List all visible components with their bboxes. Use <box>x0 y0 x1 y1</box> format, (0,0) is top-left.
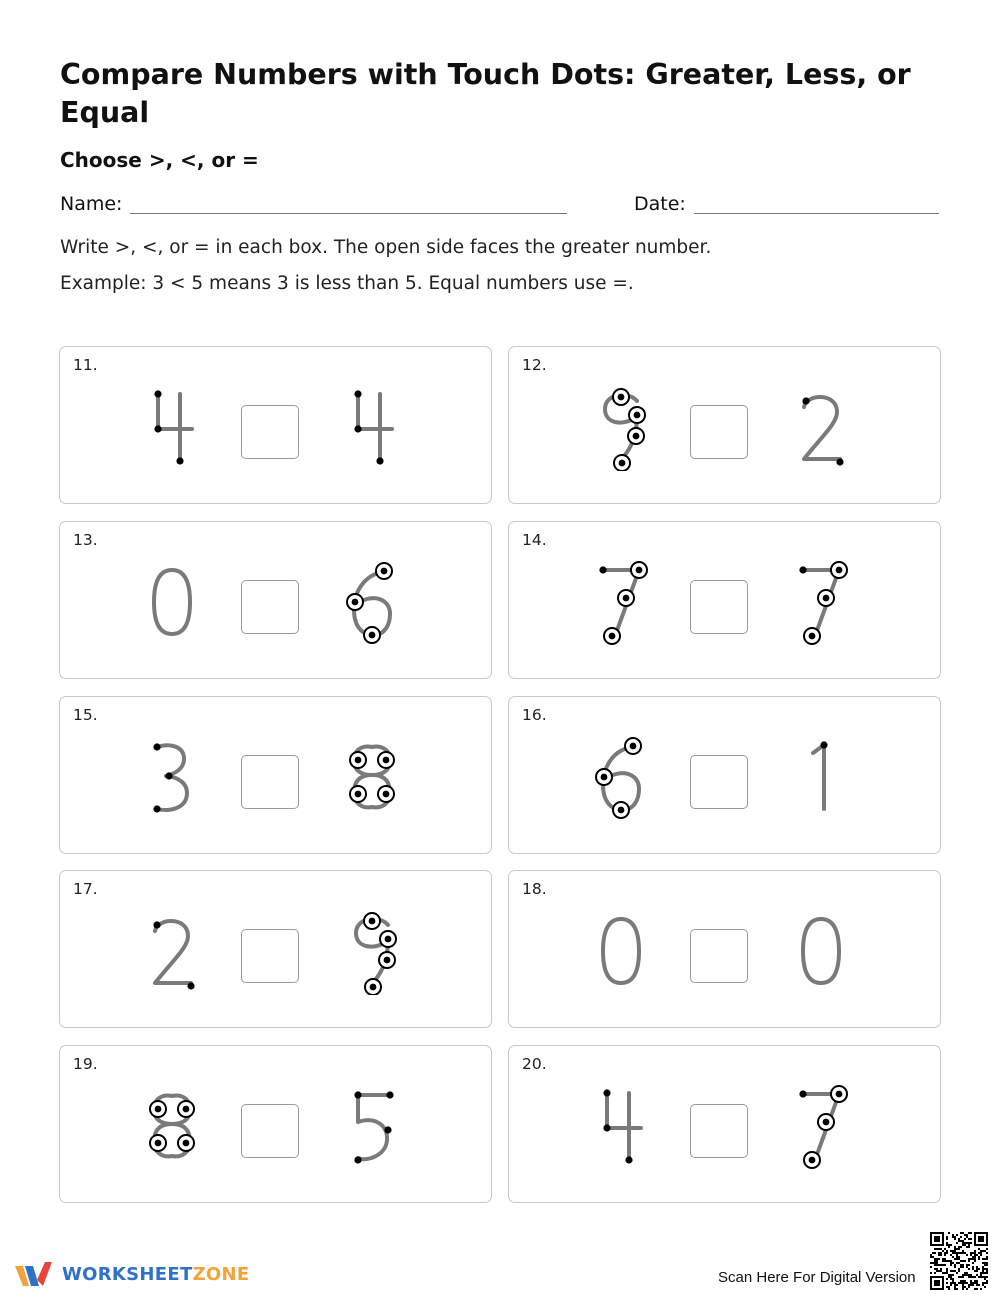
right-number <box>342 731 402 821</box>
touch-dot <box>836 458 843 465</box>
touch-dot <box>599 566 606 573</box>
right-number <box>791 731 851 821</box>
touch-dot <box>354 1156 361 1163</box>
problem-number: 17. <box>73 880 98 898</box>
name-label: Name: <box>60 193 123 215</box>
digit-stroke <box>158 394 192 429</box>
touch-dot <box>354 425 361 432</box>
answer-box[interactable] <box>241 755 299 809</box>
left-number <box>142 381 202 471</box>
problem-number: 14. <box>522 531 547 549</box>
answer-box[interactable] <box>241 929 299 983</box>
touch-dot <box>386 1091 393 1098</box>
touch-dot <box>601 774 608 781</box>
footer-brand <box>62 1264 250 1285</box>
answer-box[interactable] <box>690 929 748 983</box>
digit-stroke <box>154 570 190 634</box>
date-label: Date: <box>634 193 686 215</box>
touch-dot <box>799 566 806 573</box>
touch-dot <box>618 394 625 401</box>
problem-card <box>59 346 492 504</box>
touch-dot <box>183 1140 190 1147</box>
problem-number: 12. <box>522 356 547 374</box>
digit-stroke <box>804 397 840 459</box>
digit-stroke <box>358 394 392 429</box>
problem-card <box>59 1045 492 1203</box>
touch-dot <box>153 743 160 750</box>
touch-dot <box>383 791 390 798</box>
touch-dot <box>603 1124 610 1131</box>
touch-dot <box>355 757 362 764</box>
touch-dot <box>354 390 361 397</box>
problem-card <box>508 521 941 679</box>
problem-number: 19. <box>73 1055 98 1073</box>
footer-brand-part1: WORKSHEET <box>62 1264 193 1285</box>
problem-card <box>508 346 941 504</box>
touch-dot <box>154 390 161 397</box>
footer-brand-part2: ZONE <box>192 1264 250 1285</box>
problem-number: 16. <box>522 706 547 724</box>
problem-number: 11. <box>73 356 98 374</box>
digit-stroke <box>607 1093 641 1128</box>
right-number <box>342 381 402 471</box>
touch-dot <box>153 921 160 928</box>
touch-dot <box>355 791 362 798</box>
digit-stroke <box>813 745 824 809</box>
scan-text: Scan Here For Digital Version <box>718 1269 916 1286</box>
touch-dot <box>823 1119 830 1126</box>
date-field[interactable] <box>694 213 939 214</box>
right-number <box>791 381 851 471</box>
left-number <box>142 905 202 995</box>
worksheet-title: Compare Numbers with Touch Dots: Greater, Less, or Equal <box>60 58 911 129</box>
touch-dot <box>809 633 816 640</box>
touch-dot <box>623 595 630 602</box>
touch-dot <box>385 936 392 943</box>
digit-stroke <box>158 745 187 810</box>
touch-dot <box>369 632 376 639</box>
left-number <box>591 905 651 995</box>
answer-box[interactable] <box>690 580 748 634</box>
touch-dot <box>153 805 160 812</box>
touch-dot <box>155 1106 162 1113</box>
touch-dot <box>384 957 391 964</box>
left-number <box>591 556 651 646</box>
worksheet-subtitle: Choose >, <, or = <box>60 148 259 172</box>
touch-dot <box>384 1126 391 1133</box>
touch-dot <box>352 599 359 606</box>
touch-dot <box>155 1140 162 1147</box>
touch-dot <box>187 982 194 989</box>
left-number <box>142 1080 202 1170</box>
digit-stroke <box>155 921 191 983</box>
right-number <box>342 905 402 995</box>
touch-dot <box>636 567 643 574</box>
touch-dot <box>836 567 843 574</box>
right-number <box>791 905 851 995</box>
instruction-line-2: Example: 3 < 5 means 3 is less than 5. Equal numbers use =. <box>60 273 634 294</box>
touch-dot <box>633 433 640 440</box>
problem-card <box>59 521 492 679</box>
answer-box[interactable] <box>690 405 748 459</box>
answer-box[interactable] <box>241 405 299 459</box>
touch-dot <box>383 757 390 764</box>
problem-number: 20. <box>522 1055 547 1073</box>
touch-dot <box>799 1090 806 1097</box>
touch-dot <box>625 1156 632 1163</box>
touch-dot <box>823 595 830 602</box>
digit-stroke <box>358 1095 390 1159</box>
left-number <box>142 731 202 821</box>
touch-dot <box>376 457 383 464</box>
touch-dot <box>618 807 625 814</box>
touch-dot <box>165 772 172 779</box>
problem-number: 18. <box>522 880 547 898</box>
qr-code-icon[interactable] <box>930 1232 988 1290</box>
problem-card <box>508 1045 941 1203</box>
touch-dot <box>802 397 809 404</box>
worksheetzone-logo-icon <box>12 1258 62 1292</box>
problem-card <box>59 870 492 1028</box>
left-number <box>142 556 202 646</box>
problem-number: 15. <box>73 706 98 724</box>
left-number <box>591 381 651 471</box>
touch-dot <box>836 1091 843 1098</box>
touch-dot <box>820 741 827 748</box>
right-number <box>791 1080 851 1170</box>
right-number <box>791 556 851 646</box>
problem-number: 13. <box>73 531 98 549</box>
touch-dot <box>370 984 377 991</box>
touch-dot <box>609 633 616 640</box>
digit-stroke <box>803 919 839 983</box>
left-number <box>591 731 651 821</box>
touch-dot <box>183 1106 190 1113</box>
answer-box[interactable] <box>241 1104 299 1158</box>
touch-dot <box>154 425 161 432</box>
instruction-line-1: Write >, <, or = in each box. The open side faces the greater number. <box>60 237 712 258</box>
problem-card <box>59 696 492 854</box>
right-number <box>342 1080 402 1170</box>
touch-dot <box>809 1157 816 1164</box>
name-field[interactable] <box>130 213 567 214</box>
answer-box[interactable] <box>690 755 748 809</box>
touch-dot <box>176 457 183 464</box>
answer-box[interactable] <box>241 580 299 634</box>
touch-dot <box>634 412 641 419</box>
digit-stroke <box>603 919 639 983</box>
right-number <box>342 556 402 646</box>
left-number <box>591 1080 651 1170</box>
answer-box[interactable] <box>690 1104 748 1158</box>
problem-card <box>508 870 941 1028</box>
touch-dot <box>381 568 388 575</box>
touch-dot <box>369 918 376 925</box>
touch-dot <box>630 743 637 750</box>
problem-card <box>508 696 941 854</box>
touch-dot <box>354 1091 361 1098</box>
touch-dot <box>619 460 626 467</box>
touch-dot <box>603 1089 610 1096</box>
